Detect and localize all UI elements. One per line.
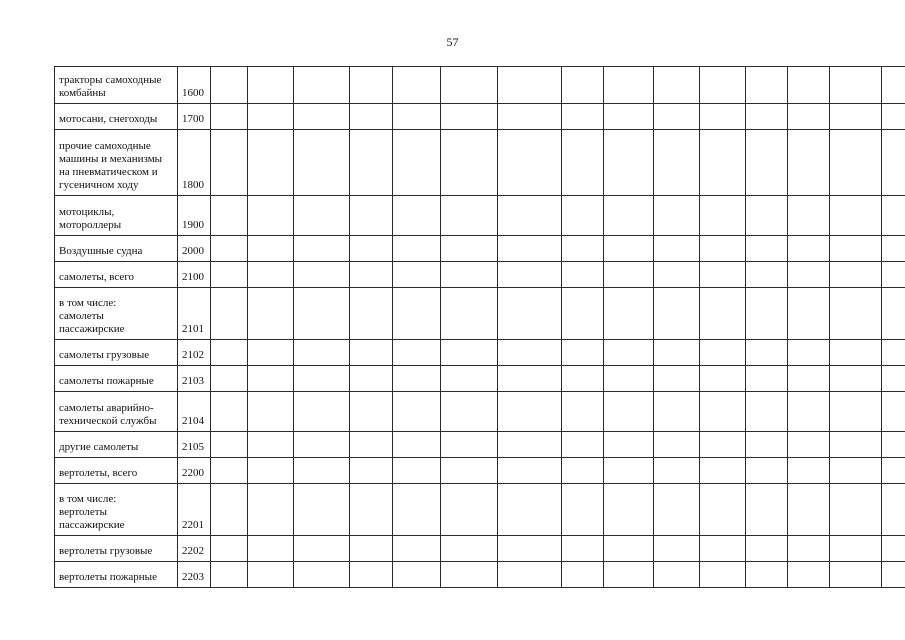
empty-cell [248,196,294,236]
row-code-cell: 1800 [178,130,211,196]
row-code-cell: 2200 [178,458,211,484]
table-row [55,67,905,104]
empty-cell [882,340,905,366]
empty-cell [248,458,294,484]
row-code-cell: 1600 [178,67,211,104]
empty-cell [211,432,248,458]
table-row [55,196,905,236]
empty-cell [441,288,498,340]
empty-cell [393,458,441,484]
empty-cell [350,392,393,432]
empty-cell [211,392,248,432]
empty-cell [393,104,441,130]
empty-cell [248,536,294,562]
empty-cell [248,130,294,196]
row-code-cell: 2104 [178,392,211,432]
empty-cell [294,130,350,196]
empty-cell [294,196,350,236]
empty-cell [393,562,441,588]
empty-cell [830,392,882,432]
empty-cell [562,288,604,340]
empty-cell [788,484,830,536]
row-name-cell: мотоциклы, мотороллеры [55,196,178,236]
empty-cell [393,366,441,392]
empty-cell [248,236,294,262]
empty-cell [393,432,441,458]
empty-cell [294,458,350,484]
empty-cell [830,130,882,196]
empty-cell [294,104,350,130]
empty-cell [393,288,441,340]
empty-cell [498,196,562,236]
empty-cell [562,366,604,392]
empty-cell [441,458,498,484]
empty-cell [788,432,830,458]
empty-cell [654,366,700,392]
empty-cell [294,366,350,392]
empty-cell [441,366,498,392]
table-row [55,288,905,340]
empty-cell [654,392,700,432]
empty-cell [788,562,830,588]
table-body [55,67,905,588]
empty-cell [882,562,905,588]
empty-cell [441,536,498,562]
empty-cell [350,536,393,562]
empty-cell [350,340,393,366]
empty-cell [746,432,788,458]
row-code-cell: 2203 [178,562,211,588]
empty-cell [393,67,441,104]
empty-cell [211,288,248,340]
empty-cell [746,366,788,392]
empty-cell [211,562,248,588]
empty-cell [350,67,393,104]
row-code-cell: 2000 [178,236,211,262]
row-name-cell: самолеты аварийно- технической службы [55,392,178,432]
empty-cell [498,288,562,340]
empty-cell [604,196,654,236]
empty-cell [700,484,746,536]
empty-cell [882,458,905,484]
empty-cell [562,562,604,588]
empty-cell [294,236,350,262]
table-row [55,236,905,262]
empty-cell [211,484,248,536]
empty-cell [498,340,562,366]
row-name-cell: в том числе: самолеты пассажирские [55,288,178,340]
empty-cell [350,288,393,340]
empty-cell [700,562,746,588]
empty-cell [498,67,562,104]
empty-cell [654,262,700,288]
empty-cell [654,340,700,366]
empty-cell [654,562,700,588]
table-row [55,432,905,458]
empty-cell [830,262,882,288]
empty-cell [441,67,498,104]
empty-cell [700,262,746,288]
empty-cell [700,340,746,366]
empty-cell [830,562,882,588]
empty-cell [393,236,441,262]
empty-cell [211,236,248,262]
row-code-cell: 2102 [178,340,211,366]
empty-cell [248,67,294,104]
empty-cell [654,432,700,458]
empty-cell [498,432,562,458]
empty-cell [882,432,905,458]
empty-cell [830,484,882,536]
table-row [55,340,905,366]
table-row [55,536,905,562]
row-name-cell: самолеты, всего [55,262,178,288]
empty-cell [700,130,746,196]
empty-cell [294,484,350,536]
empty-cell [788,262,830,288]
empty-cell [604,236,654,262]
empty-cell [498,236,562,262]
empty-cell [604,67,654,104]
empty-cell [498,458,562,484]
empty-cell [746,562,788,588]
table-row [55,130,905,196]
empty-cell [746,104,788,130]
empty-cell [604,262,654,288]
empty-cell [882,67,905,104]
empty-cell [498,366,562,392]
row-name-cell: вертолеты пожарные [55,562,178,588]
row-name-cell: самолеты пожарные [55,366,178,392]
empty-cell [562,104,604,130]
empty-cell [882,288,905,340]
empty-cell [654,130,700,196]
empty-cell [441,392,498,432]
empty-cell [350,104,393,130]
empty-cell [441,236,498,262]
empty-cell [882,366,905,392]
empty-cell [604,536,654,562]
empty-cell [882,392,905,432]
empty-cell [248,562,294,588]
empty-cell [211,536,248,562]
empty-cell [604,340,654,366]
empty-cell [498,392,562,432]
empty-cell [294,340,350,366]
empty-cell [211,458,248,484]
table-row [55,262,905,288]
empty-cell [700,236,746,262]
empty-cell [393,196,441,236]
empty-cell [441,484,498,536]
empty-cell [604,562,654,588]
empty-cell [294,392,350,432]
table-row [55,104,905,130]
empty-cell [248,366,294,392]
empty-cell [604,104,654,130]
empty-cell [211,366,248,392]
row-name-cell: прочие самоходные машины и механизмы на пневматическом и гусеничном ходу [55,130,178,196]
empty-cell [294,67,350,104]
empty-cell [830,288,882,340]
empty-cell [562,432,604,458]
empty-cell [604,458,654,484]
empty-cell [882,536,905,562]
empty-cell [830,196,882,236]
empty-cell [788,130,830,196]
empty-cell [248,392,294,432]
empty-cell [604,392,654,432]
empty-cell [654,236,700,262]
empty-cell [788,366,830,392]
empty-cell [211,262,248,288]
row-name-cell: мотосани, снегоходы [55,104,178,130]
empty-cell [294,262,350,288]
empty-cell [788,236,830,262]
empty-cell [830,236,882,262]
row-code-cell: 1700 [178,104,211,130]
empty-cell [882,196,905,236]
empty-cell [882,236,905,262]
empty-cell [441,130,498,196]
empty-cell [211,67,248,104]
row-code-cell: 2103 [178,366,211,392]
empty-cell [393,130,441,196]
empty-cell [700,67,746,104]
empty-cell [788,288,830,340]
empty-cell [211,340,248,366]
empty-cell [700,196,746,236]
empty-cell [248,104,294,130]
page-number: 57 [446,35,459,49]
empty-cell [350,196,393,236]
row-code-cell: 2202 [178,536,211,562]
empty-cell [830,67,882,104]
empty-cell [746,340,788,366]
empty-cell [746,288,788,340]
empty-cell [604,288,654,340]
empty-cell [248,288,294,340]
empty-cell [654,288,700,340]
empty-cell [746,262,788,288]
empty-cell [562,236,604,262]
empty-cell [562,458,604,484]
empty-cell [350,236,393,262]
row-name-cell: вертолеты грузовые [55,536,178,562]
empty-cell [294,432,350,458]
empty-cell [294,288,350,340]
empty-cell [654,67,700,104]
empty-cell [441,340,498,366]
report-table [54,66,905,588]
empty-cell [393,340,441,366]
row-code-cell: 2101 [178,288,211,340]
empty-cell [746,392,788,432]
empty-cell [562,262,604,288]
empty-cell [700,392,746,432]
empty-cell [294,536,350,562]
table-row [55,484,905,536]
empty-cell [498,104,562,130]
empty-cell [393,262,441,288]
empty-cell [830,458,882,484]
empty-cell [350,130,393,196]
empty-cell [654,104,700,130]
empty-cell [562,392,604,432]
empty-cell [562,340,604,366]
empty-cell [788,196,830,236]
empty-cell [700,536,746,562]
table-row [55,562,905,588]
empty-cell [498,262,562,288]
table-row [55,392,905,432]
empty-cell [498,536,562,562]
empty-cell [700,288,746,340]
empty-cell [746,536,788,562]
row-name-cell: вертолеты, всего [55,458,178,484]
empty-cell [746,196,788,236]
row-code-cell: 2201 [178,484,211,536]
empty-cell [700,104,746,130]
empty-cell [562,67,604,104]
empty-cell [654,484,700,536]
empty-cell [350,458,393,484]
empty-cell [654,458,700,484]
empty-cell [830,432,882,458]
empty-cell [393,392,441,432]
row-name-cell: Воздушные судна [55,236,178,262]
table-row [55,366,905,392]
row-name-cell: другие самолеты [55,432,178,458]
empty-cell [441,262,498,288]
table-row [55,458,905,484]
empty-cell [350,484,393,536]
empty-cell [441,196,498,236]
empty-cell [746,484,788,536]
empty-cell [248,432,294,458]
empty-cell [562,484,604,536]
empty-cell [700,432,746,458]
empty-cell [882,104,905,130]
empty-cell [441,432,498,458]
empty-cell [700,458,746,484]
empty-cell [248,340,294,366]
empty-cell [498,562,562,588]
empty-cell [788,104,830,130]
empty-cell [350,562,393,588]
empty-cell [830,340,882,366]
empty-cell [604,432,654,458]
empty-cell [604,484,654,536]
empty-cell [562,196,604,236]
empty-cell [746,236,788,262]
empty-cell [441,104,498,130]
empty-cell [393,484,441,536]
empty-cell [562,130,604,196]
empty-cell [498,484,562,536]
row-name-cell: тракторы самоходные комбайны [55,67,178,104]
empty-cell [788,458,830,484]
empty-cell [604,366,654,392]
empty-cell [654,536,700,562]
empty-cell [788,392,830,432]
empty-cell [441,562,498,588]
empty-cell [211,196,248,236]
empty-cell [746,130,788,196]
empty-cell [604,130,654,196]
empty-cell [882,130,905,196]
empty-cell [211,104,248,130]
row-name-cell: в том числе: вертолеты пассажирские [55,484,178,536]
empty-cell [211,130,248,196]
empty-cell [882,484,905,536]
empty-cell [830,104,882,130]
empty-cell [700,366,746,392]
row-name-cell: самолеты грузовые [55,340,178,366]
empty-cell [830,366,882,392]
empty-cell [788,67,830,104]
empty-cell [350,262,393,288]
empty-cell [746,67,788,104]
row-code-cell: 2100 [178,262,211,288]
empty-cell [788,340,830,366]
empty-cell [248,262,294,288]
empty-cell [350,366,393,392]
empty-cell [498,130,562,196]
empty-cell [882,262,905,288]
empty-cell [393,536,441,562]
empty-cell [562,536,604,562]
empty-cell [350,432,393,458]
row-code-cell: 1900 [178,196,211,236]
empty-cell [294,562,350,588]
empty-cell [830,536,882,562]
row-code-cell: 2105 [178,432,211,458]
empty-cell [788,536,830,562]
empty-cell [654,196,700,236]
empty-cell [746,458,788,484]
empty-cell [248,484,294,536]
